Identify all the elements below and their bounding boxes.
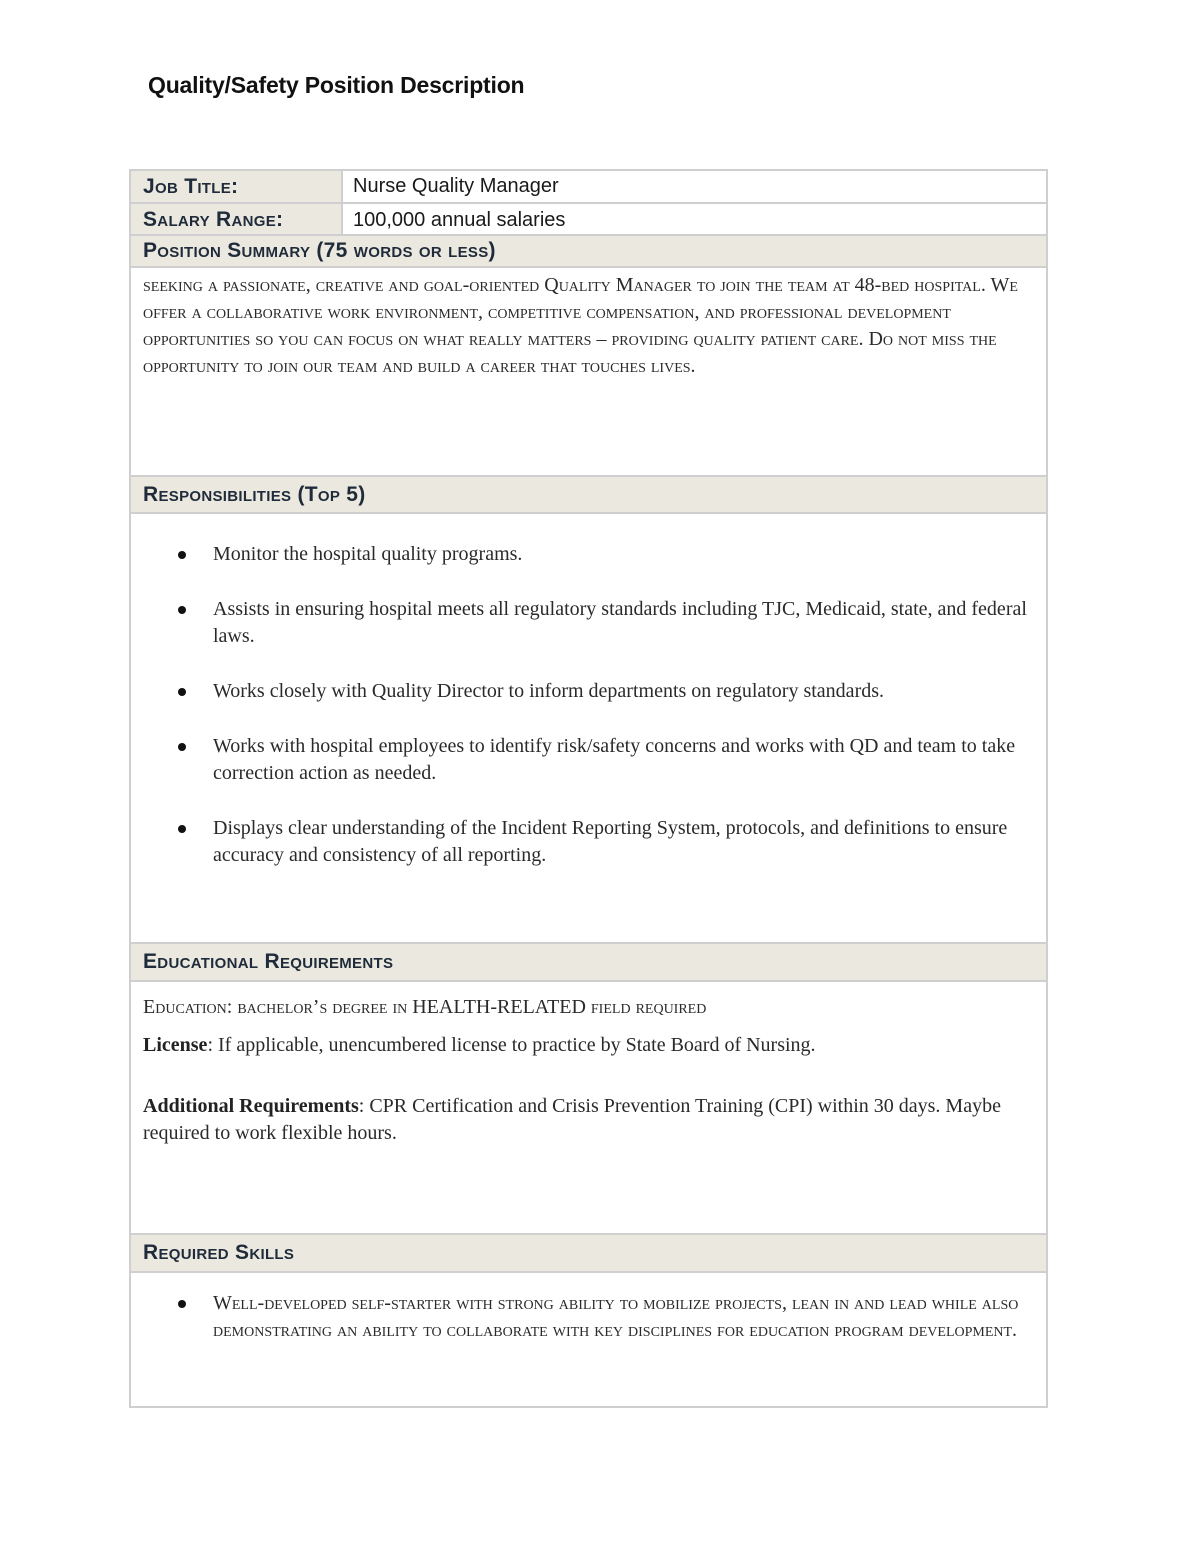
responsibilities-heading-row — [131, 475, 1046, 514]
list-item — [131, 541, 1046, 568]
job-title-row — [131, 171, 1046, 204]
skill-text: Well-developed self-starter with strong ability to mobilize projects, lean in and lead while also demonstrating an ability to collaborate with key disciplines for education program development. — [213, 1292, 1019, 1341]
responsibilities-list — [131, 516, 1046, 869]
salary-range-label: Salary Range: — [143, 208, 284, 231]
license-label: License — [143, 1034, 208, 1056]
job-title-label-cell — [131, 171, 343, 202]
bullet-icon — [178, 688, 186, 696]
bullet-icon — [178, 606, 186, 614]
responsibility-text: Displays clear understanding of the Incident Reporting System, protocols, and definitions to ensure accuracy and consistency of all reporting. — [213, 817, 1008, 866]
salary-range-row — [131, 204, 1046, 236]
required-skills-body — [131, 1275, 1046, 1406]
bullet-icon — [178, 1300, 186, 1308]
required-skills-heading: Required Skills — [143, 1241, 295, 1264]
license-text: : If applicable, unencumbered license to practice by State Board of Nursing. — [207, 1034, 816, 1056]
list-item — [131, 733, 1046, 787]
bullet-icon — [178, 825, 186, 833]
education-text: : bachelor’s degree in HEALTH-RELATED field required — [226, 996, 707, 1018]
license-line — [131, 1021, 1046, 1059]
position-summary-heading: Position Summary (75 words or less) — [143, 239, 496, 262]
responsibility-text: Works with hospital employees to identify risk/safety concerns and works with QD and team to take correction action as needed. — [213, 735, 1016, 784]
required-skills-heading-row — [131, 1233, 1046, 1273]
position-summary-text: seeking a passionate, creative and goal-oriented Quality Manager to join the team at 48-bed hospital. We offer a collaborative work environment, competitive compensation, and professional development opportunities so you can focus on what really matters – providing quality patient care. Do not miss the opportunity to join our team and build a career that touches lives. — [143, 274, 1018, 377]
position-description-form — [129, 169, 1048, 1408]
educational-requirements-heading: Educational Requirements — [143, 950, 394, 973]
position-summary-heading-row — [131, 234, 1046, 268]
salary-range-label-cell — [131, 204, 343, 236]
additional-requirements-text: : CPR Certification and Crisis Prevention Training (CPI) within 30 days. Maybe required to work flexible hours. — [143, 1095, 1001, 1144]
responsibilities-heading: Responsibilities (Top 5) — [143, 482, 366, 506]
responsibility-text: Assists in ensuring hospital meets all regulatory standards including TJC, Medicaid, state, and federal laws. — [213, 598, 1027, 647]
job-title-value: Nurse Quality Manager — [353, 175, 559, 197]
list-item — [131, 678, 1046, 705]
responsibility-text: Monitor the hospital quality programs. — [213, 543, 523, 565]
bullet-icon — [178, 743, 186, 751]
required-skills-list — [131, 1275, 1046, 1344]
educational-requirements-body — [131, 984, 1046, 1233]
responsibilities-body — [131, 516, 1046, 942]
responsibility-text: Works closely with Quality Director to inform departments on regulatory standards. — [213, 680, 885, 702]
education-line — [131, 984, 1046, 1021]
list-item — [131, 815, 1046, 869]
list-item — [131, 596, 1046, 650]
bullet-icon — [178, 551, 186, 559]
additional-requirements-label: Additional Requirements — [143, 1095, 359, 1117]
page-title: Quality/Safety Position Description — [148, 72, 525, 98]
list-item — [131, 1290, 1046, 1344]
educational-requirements-heading-row — [131, 942, 1046, 982]
salary-range-value: 100,000 annual salaries — [353, 208, 566, 231]
position-summary-body — [131, 270, 1046, 476]
job-title-label: Job Title: — [143, 174, 239, 198]
education-label: Education — [143, 996, 227, 1018]
additional-requirements-line — [131, 1059, 1046, 1147]
